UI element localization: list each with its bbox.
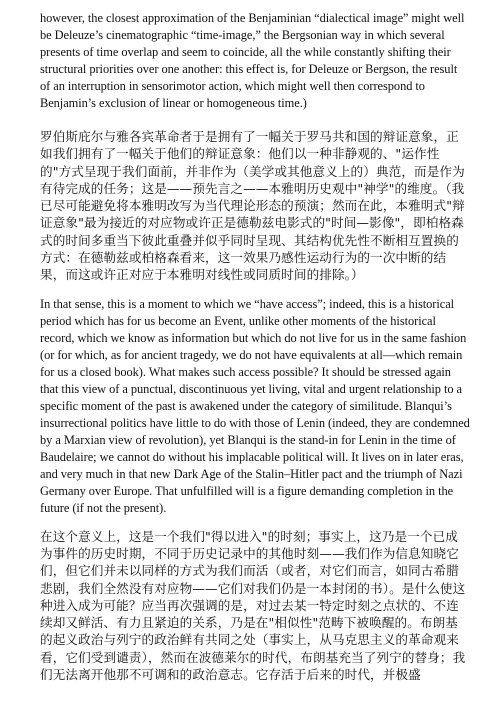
paragraph-chinese-1: 罗伯斯庇尔与雅各宾革命者于是拥有了一幅关于罗马共和国的辩证意象，正如我们拥有了一幅关于他们的辩证意象：他们以一种非静观的、"运作性的"方式呈现于我们面前，并非作为（美学或其他意义上的）典范，而是作为有待完成的任务；这是——预先言之——本雅明历史观中"神学"的维度。（我已尽可能避免将本雅明改写为当代理论形态的预演；然而在此，本雅明式"辩证意象"最为接近的对应物或许正是德勒兹电影式的"时间—影像"，即柏格森式的时间多重当下彼此重叠并似乎同时呈现、其结构优先性不断相互置换的方式：在德勒兹或柏格森看来，这一效果乃感性运动行为的一次中断的结果，而这或许正对应于本雅明对线性或同质时间的排除。） (40, 129, 465, 283)
paragraph-english-1: however, the closest approximation of the Benjaminian “dialectical image” might well be Deleuze’s cinematographic “time-image,” the Bergsonian way in which several presents of time overlap and seem to coincide, all the while constantly shifting their structural priorities over one another: this effect is, for Deleuze or Bergson, the result of an interruption in sensorimotor action, which might well then correspond to Benjamin’s exclusion of linear or homogeneous time.) (40, 11, 465, 110)
paragraph-chinese-2: 在这个意义上，这是一个我们"得以进入"的时刻；事实上，这乃是一个已成为事件的历史时期，不同于历史记录中的其他时刻——我们作为信息知晓它们，但它们并未以同样的方式为我们而活（或者，对它们而言，如同古希腊悲剧，我们全然没有对应物——它们对我们仍是一本封闭的书）。是什么使这种进入成为可能？应当再次强调的是，对过去某一特定时刻之点状的、不连续却又鲜活、有力且紧迫的关系，乃是在"相似性"范畴下被唤醒的。布朗基的起义政治与列宁的政治鲜有共同之处（事实上，从马克思主义的革命观来看，它们受到谴责），然而在波德莱尔的时代，布朗基充当了列宁的替身；我们无法离开他那不可调和的政治意志。它存活于后来的时代，并极盛 (40, 528, 466, 683)
document-page (40, 10, 470, 683)
paragraph-english-2: In that sense, this is a moment to which we “have access”; indeed, this is a historical period which has for us become an Event, unlike other moments of the historical record, which we know as information but which do not live for us in the same fashion (or for which, as for ancient tragedy, we do not have equivalents at all—which remain for us a closed book). What makes such access possible? It should be stressed again that this view of a punctual, discontinuous yet living, vital and urgent relationship to a specific moment of the past is awakened under the category of similitude. Blanqui’s insurrectional politics have little to do with those of Lenin (indeed, they are condemned by a Marxian view of revolution), yet Blanqui is the stand-in for Lenin in the time of Baudelaire; we cannot do without his implacable political will. It lives on in later eras, and very much in that new Dark Age of the Stalin–Hitler pact and the triumph of Nazi Germany over Europe. That unfulfilled will is a figure demanding completion in the future (if not the present). (40, 296, 470, 515)
